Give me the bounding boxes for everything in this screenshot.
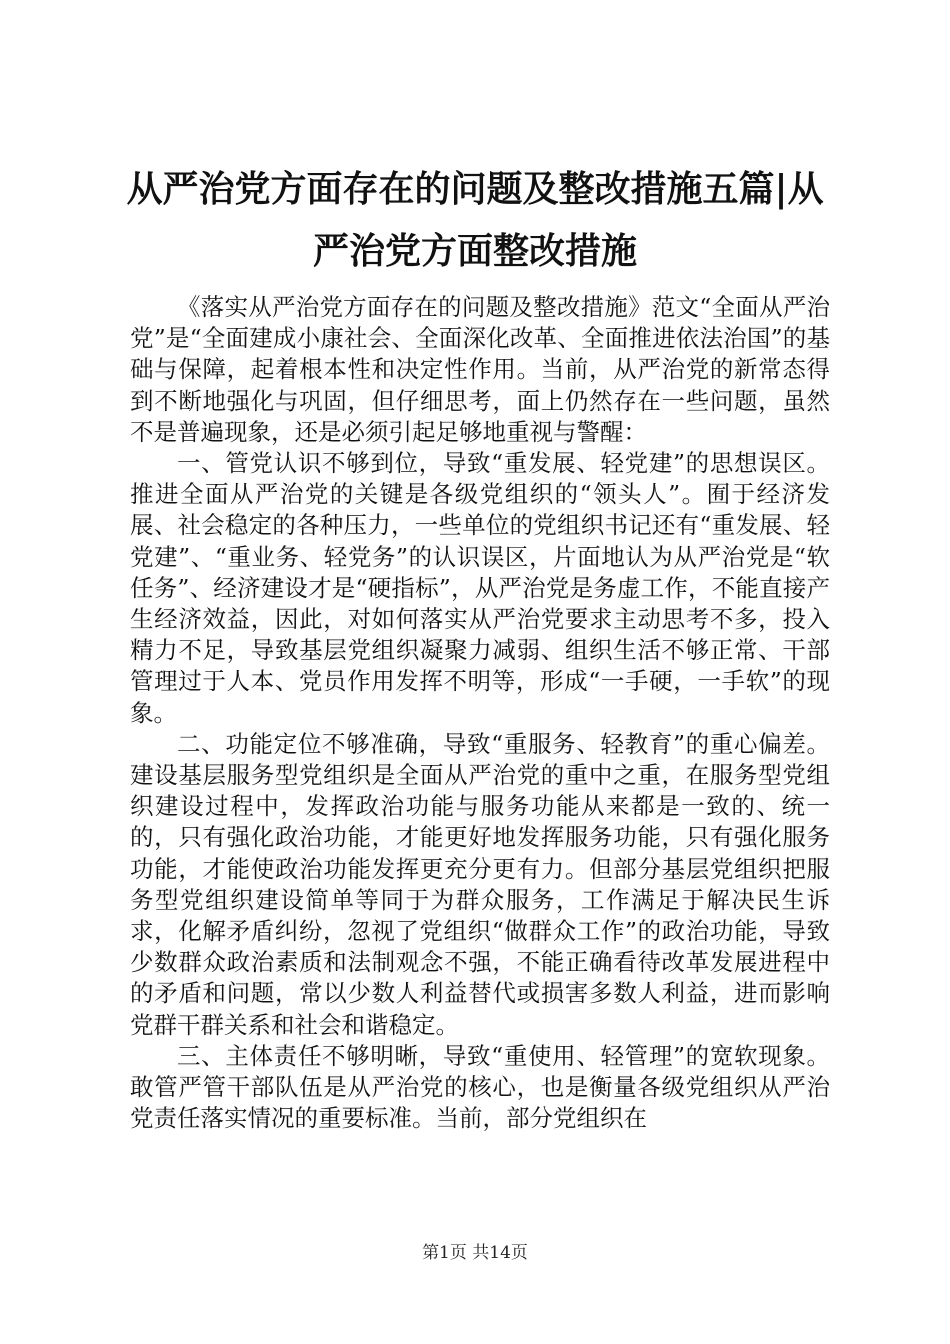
- paragraph-section-2: 二、功能定位不够准确，导致“重服务、轻教育”的重心偏差。建设基层服务型党组织是全面从严治党的重中之重，在服务型党组织建设过程中，发挥政治功能与服务功能从来都是一致的、统一的，只有强化政治功能，才能更好地发挥服务功能，只有强化服务功能，才能使政治功能发挥更充分更有力。但部分基层党组织把服务型党组织建设简单等同于为群众服务，工作满足于解决民生诉求，化解矛盾纠纷，忽视了党组织“做群众工作”的政治功能，导致少数群众政治素质和法制观念不强，不能正确看待改革发展进程中的矛盾和问题，常以少数人利益替代或损害多数人利益，进而影响党群干群关系和社会和谐稳定。: [130, 729, 830, 1039]
- paragraph-intro: 《落实从严治党方面存在的问题及整改措施》范文“全面从严治党”是“全面建成小康社会、全面深化改革、全面推进依法治国”的基础与保障，起着根本性和决定性作用。当前，从严治党的新常态得到不断地强化与巩固，但仔细思考，面上仍然存在一些问题，虽然不是普遍现象，还是必须引起足够地重视与警醒：: [130, 293, 830, 446]
- page-number-footer: 第1页 共14页: [422, 1243, 528, 1263]
- paragraph-section-3: 三、主体责任不够明晰，导致“重使用、轻管理”的宽软现象。敢管严管干部队伍是从严治党的核心，也是衡量各级党组织从严治党责任落实情况的重要标准。当前，部分党组织在: [130, 1041, 830, 1133]
- document-body: [130, 292, 830, 1134]
- document-title: 从严治党方面存在的问题及整改措施五篇|从严治党方面整改措施: [126, 168, 824, 272]
- paragraph-section-1: 一、管党认识不够到位，导致“重发展、轻党建”的思想误区。推进全面从严治党的关键是各级党组织的“领头人”。囿于经济发展、社会稳定的各种压力，一些单位的党组织书记还有“重发展、轻党建”、“重业务、轻党务”的认识误区，片面地认为从严治党是“软任务”、经济建设才是“硬指标”，从严治党是务虚工作，不能直接产生经济效益，因此，对如何落实从严治党要求主动思考不多，投入精力不足，导致基层党组织凝聚力减弱、组织生活不够正常、干部管理过于人本、党员作用发挥不明等，形成“一手硬，一手软”的现象。: [130, 449, 830, 727]
